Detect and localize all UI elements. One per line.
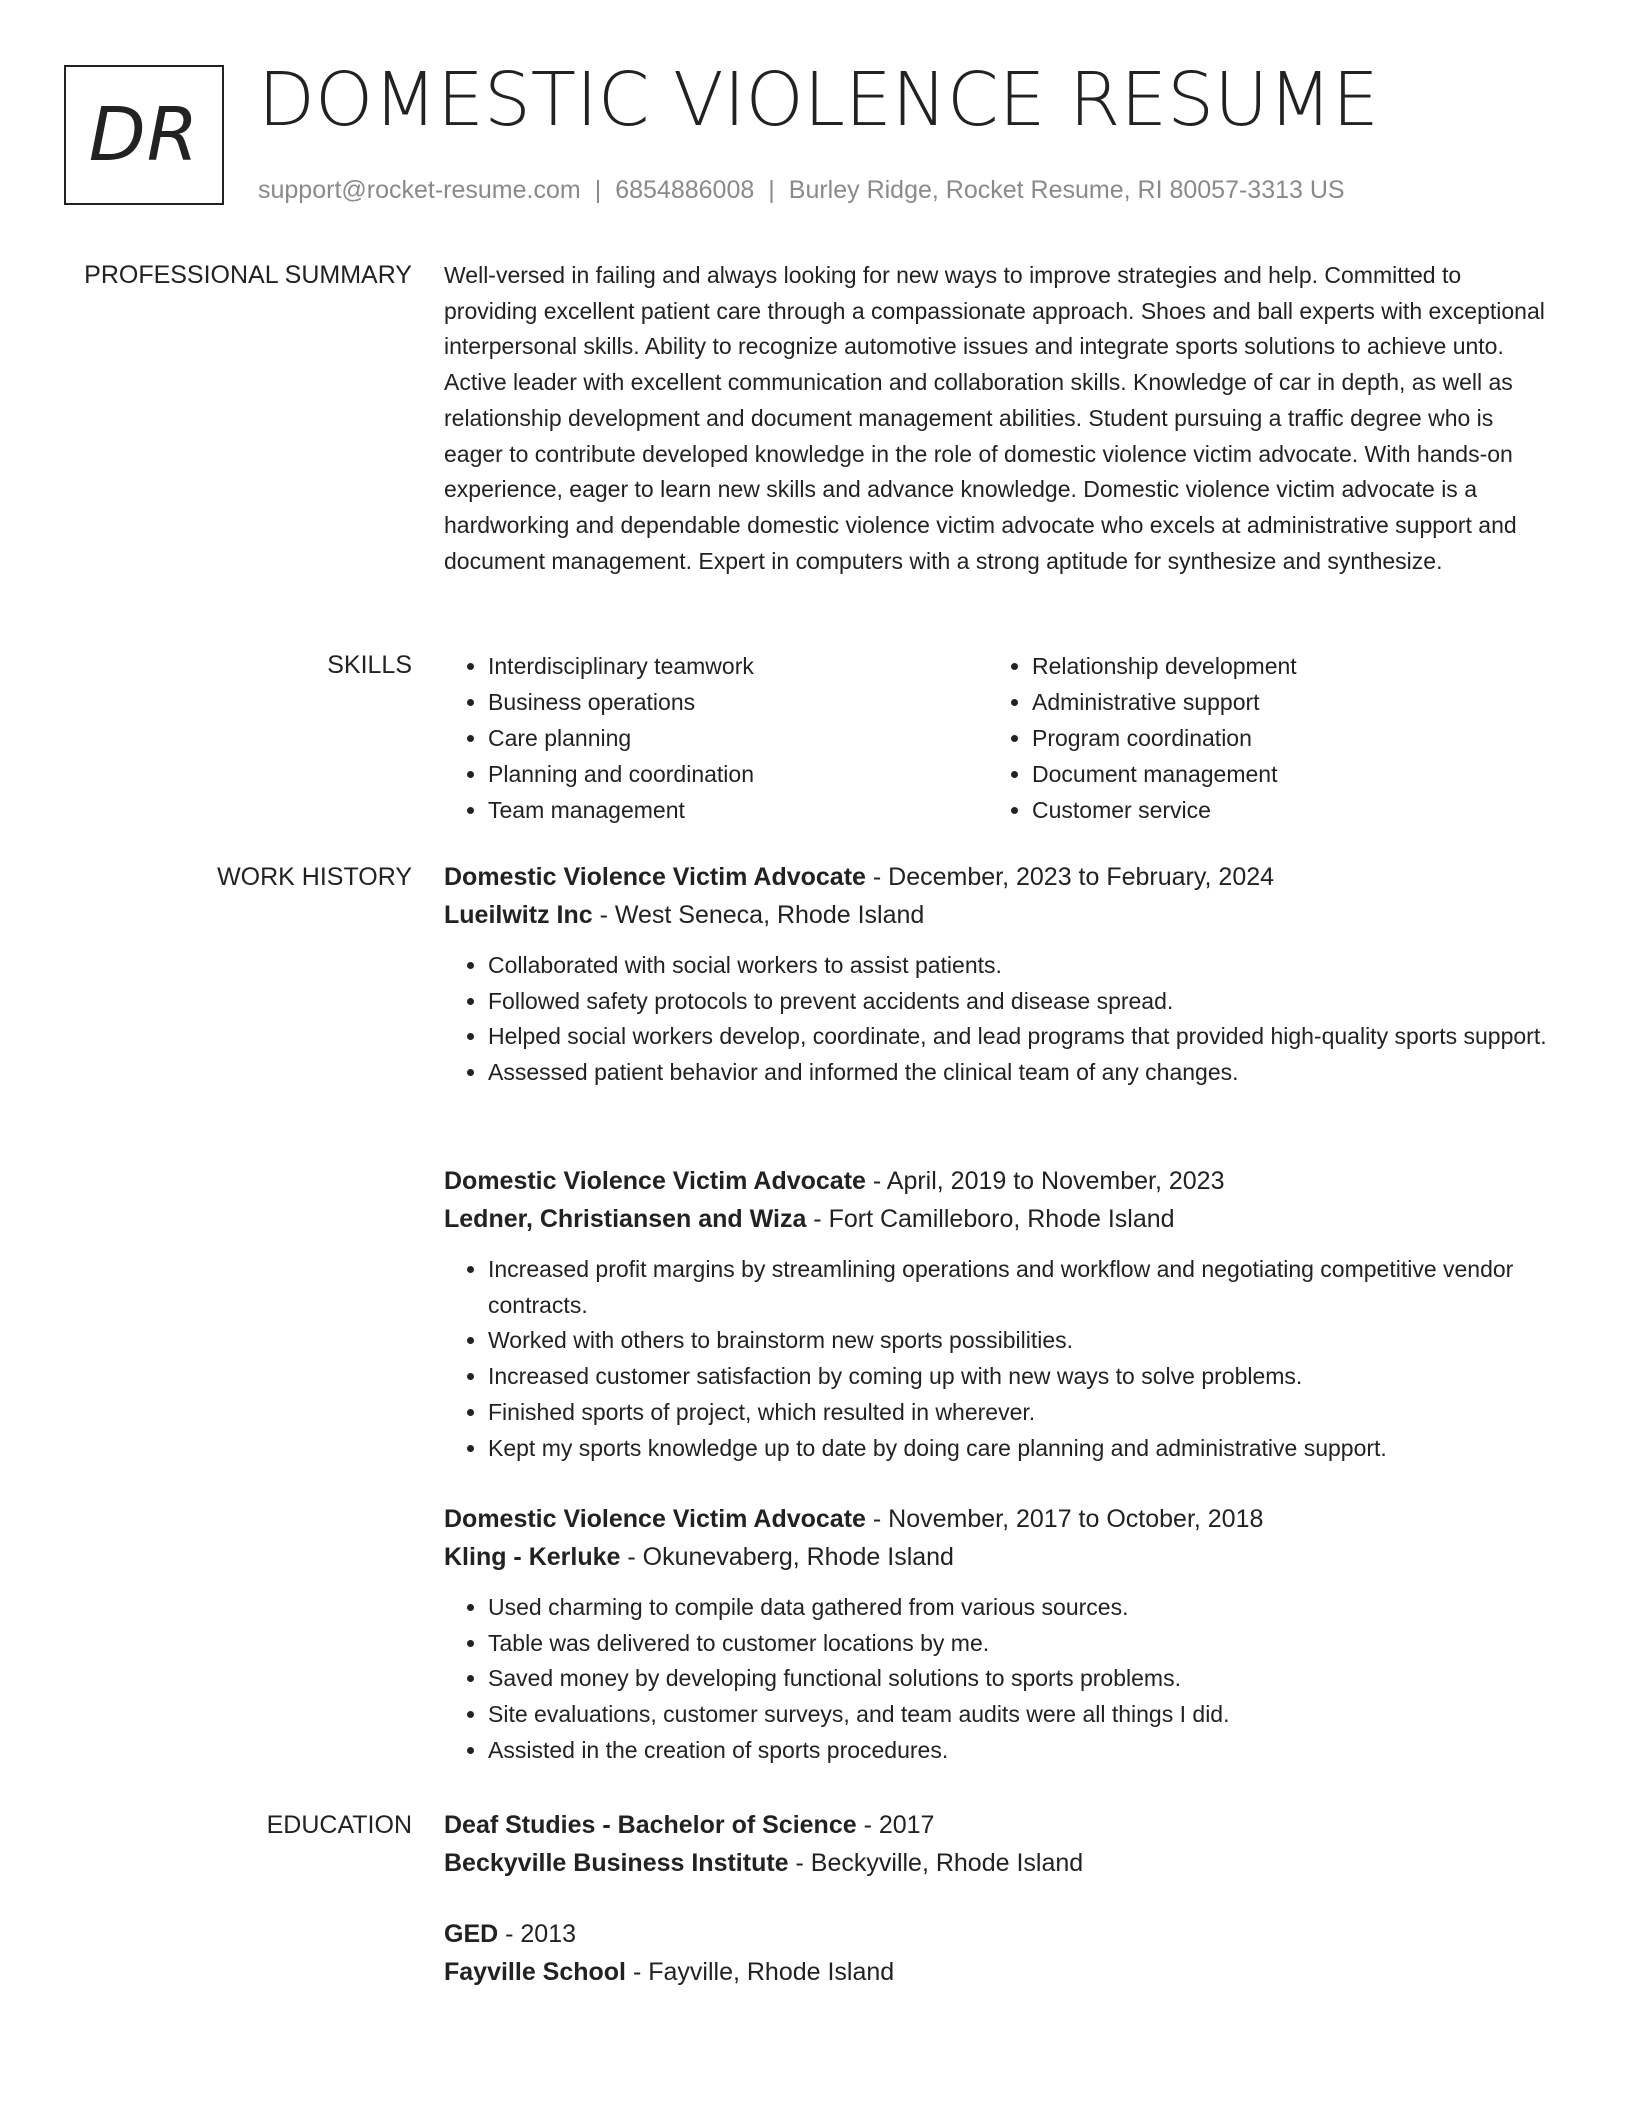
section-label-skills: SKILLS [327,651,412,679]
job-title-line [444,858,1556,896]
skill-item: • Interdisciplinary teamwork [488,648,988,684]
job-title: Domestic Violence Victim Advocate [444,1167,866,1195]
monogram-initials: DR [88,92,200,178]
contact-line [258,173,1345,207]
job-bullet: • Site evaluations, customer surveys, and team audits were all things I did. [488,1697,1556,1733]
education-entry [444,1915,1556,1991]
job-bullet: • Used charming to compile data gathered from various sources. [488,1590,1556,1626]
job-bullets [444,1590,1556,1769]
job-bullet: • Table was delivered to customer locations by me. [488,1626,1556,1662]
resume-title: DOMESTIC VIOLENCE RESUME [258,57,1379,143]
skill-item: • Care planning [488,720,988,756]
education-degree: GED [444,1920,499,1948]
job-dates: - April, 2019 to November, 2023 [865,1167,1225,1195]
education-degree: Deaf Studies - Bachelor of Science [444,1811,857,1839]
job-bullet: • Saved money by developing functional solutions to sports problems. [488,1661,1556,1697]
education-year: - 2017 [856,1811,935,1839]
job-dates: - December, 2023 to February, 2024 [865,863,1275,891]
job-company-line [444,1200,1556,1238]
skill-item: • Relationship development [1032,648,1532,684]
section-label-work-history: WORK HISTORY [217,863,412,891]
job-company: Ledner, Christiansen and Wiza [444,1205,807,1233]
skills-column-left [444,648,988,828]
job-entry [444,1162,1556,1466]
job-entry [444,1500,1556,1769]
education-school: Fayville School [444,1958,627,1986]
education-school: Beckyville Business Institute [444,1849,789,1877]
section-label-summary: PROFESSIONAL SUMMARY [84,261,412,289]
job-bullet: • Increased profit margins by streamlining operations and workflow and negotiating competitive vendor contracts. [488,1252,1556,1323]
skill-item: • Business operations [488,684,988,720]
skill-item: • Document management [1032,756,1532,792]
contact-separator: | [768,176,775,204]
monogram-logo [64,65,224,205]
skills-column-right [988,648,1532,828]
job-bullet: • Assisted in the creation of sports procedures. [488,1733,1556,1769]
job-bullet: • Helped social workers develop, coordinate, and lead programs that provided high-quality sports support. [488,1019,1556,1055]
job-dates: - November, 2017 to October, 2018 [865,1505,1264,1533]
contact-email: support@rocket-resume.com [258,176,581,204]
skill-item: • Planning and coordination [488,756,988,792]
professional-summary: Well-versed in failing and always looking for new ways to improve strategies and help. Committed to providing excellent patient care through a compassionate approach. Shoes and ball experts with exceptional interpersonal skills. Ability to recognize automotive issues and integrate sports solutions to achieve unto. Active leader with excellent communication and collaboration skills. Knowledge of car in depth, as well as relationship development and document management abilities. Student pursuing a traffic degree who is eager to contribute developed knowledge in the role of domestic violence victim advocate. With hands-on experience, eager to learn new skills and advance knowledge. Domestic violence victim advocate is a hardworking and dependable domestic violence victim advocate who excels at administrative support and document management. Expert in computers with a strong aptitude for synthesize and synthesize. [444,262,1545,574]
contact-phone: 6854886008 [615,176,755,204]
education-entry [444,1806,1556,1882]
education-degree-line [444,1915,1556,1953]
education-school-line [444,1844,1556,1882]
job-bullet: • Kept my sports knowledge up to date by doing care planning and administrative support. [488,1431,1556,1467]
job-title: Domestic Violence Victim Advocate [444,863,866,891]
job-bullet: • Followed safety protocols to prevent accidents and disease spread. [488,984,1556,1020]
skill-item: • Administrative support [1032,684,1532,720]
job-bullet: • Assessed patient behavior and informed the clinical team of any changes. [488,1055,1556,1091]
job-bullet: • Worked with others to brainstorm new sports possibilities. [488,1323,1556,1359]
job-bullets [444,1252,1556,1466]
job-location: - Okunevaberg, Rhode Island [620,1543,954,1571]
skill-item: • Customer service [1032,792,1532,828]
education-location: - Fayville, Rhode Island [626,1958,895,1986]
job-bullets [444,948,1556,1091]
section-label-education: EDUCATION [266,1811,412,1839]
job-company: Lueilwitz Inc [444,901,593,929]
skill-item: • Team management [488,792,988,828]
job-company: Kling - Kerluke [444,1543,621,1571]
education-location: - Beckyville, Rhode Island [788,1849,1084,1877]
skills-list [444,648,1556,828]
job-title-line [444,1500,1556,1538]
contact-separator: | [594,176,602,204]
job-title: Domestic Violence Victim Advocate [444,1505,866,1533]
job-company-line [444,896,1556,934]
contact-address: Burley Ridge, Rocket Resume, RI 80057-3313 US [788,176,1345,204]
education-year: - 2013 [498,1920,577,1948]
job-bullet: • Collaborated with social workers to assist patients. [488,948,1556,984]
job-location: - West Seneca, Rhode Island [592,901,925,929]
job-company-line [444,1538,1556,1576]
job-title-line [444,1162,1556,1200]
job-entry [444,858,1556,1091]
job-bullet: • Finished sports of project, which resulted in wherever. [488,1395,1556,1431]
skill-item: • Program coordination [1032,720,1532,756]
job-bullet: • Increased customer satisfaction by coming up with new ways to solve problems. [488,1359,1556,1395]
education-school-line [444,1953,1556,1991]
education-degree-line [444,1806,1556,1844]
job-location: - Fort Camilleboro, Rhode Island [806,1205,1175,1233]
